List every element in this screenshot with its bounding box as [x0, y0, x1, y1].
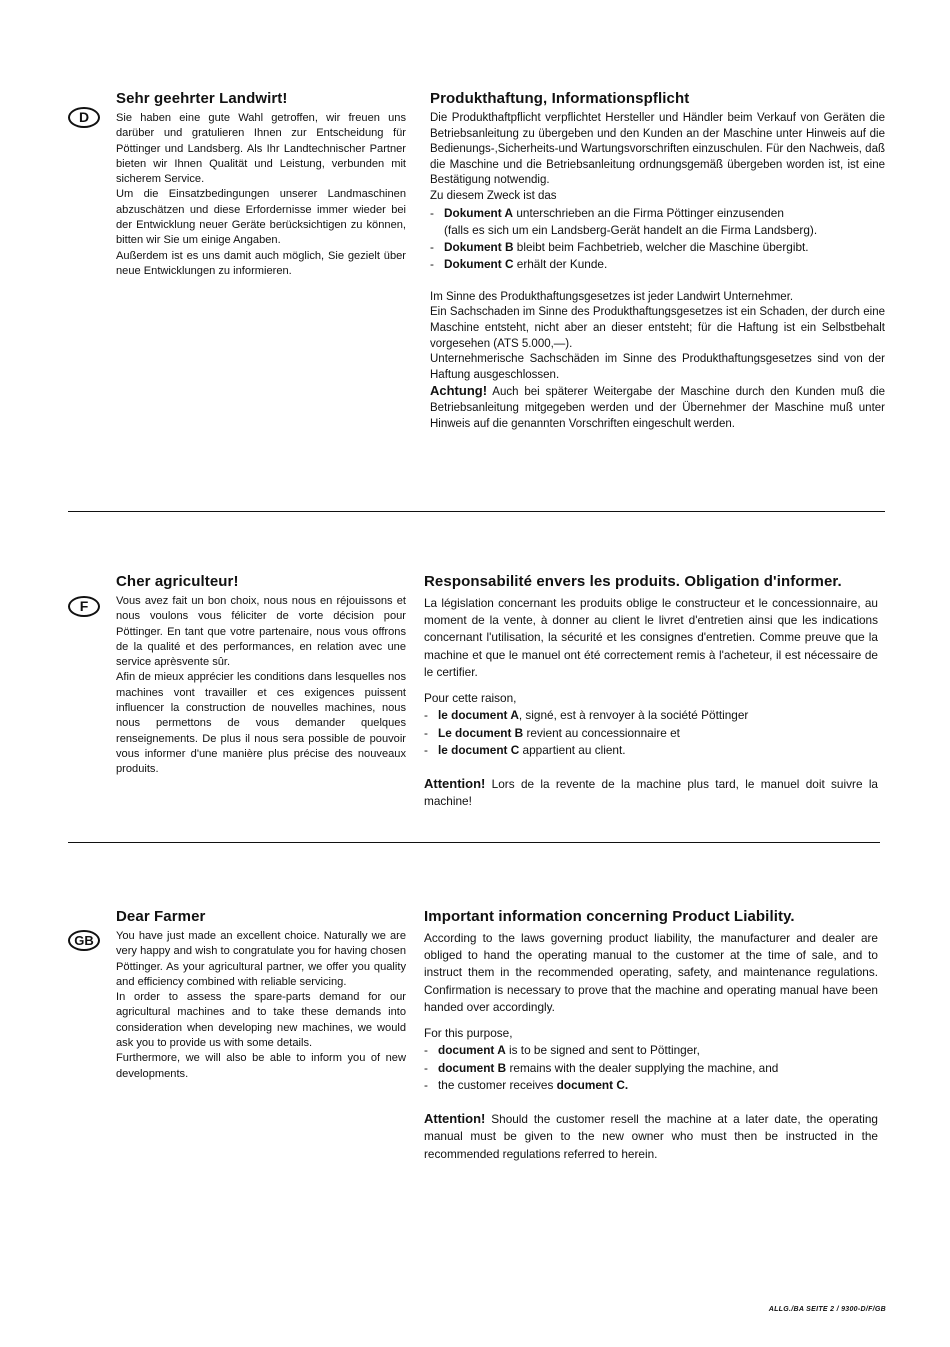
- french-greeting-p1: Vous avez fait un bon choix, nous nous en réjouissons et nous voulons vous féliciter de vorte décision pour Pöttinger. En tant que votre partenaire, nous vous offrons de la qualité et des performances, en relation avec une service aprèsvente sûr.: [116, 595, 406, 669]
- doc-c-text: the customer receives: [438, 1077, 557, 1092]
- doc-c-label: document C.: [556, 1077, 629, 1092]
- warning-text: Lors de la revente de la machine plus tard, le manuel doit suivre la machine!: [424, 777, 878, 809]
- list-item: - le document A, signé, est à renvoyer à la société Pöttinger: [424, 708, 749, 723]
- language-badge-d: D: [68, 107, 100, 128]
- english-liability-p1: According to the laws governing product liability, the manufacturer and dealer are obliged to hand the operating manual to the customer at the time of sale, and to instruct them in the recommended operating, safety, and maintenance regulations. Confirmation is necessary to prove that the machine and operating manual have been handed over accordingly.: [424, 931, 878, 1014]
- english-greeting: [116, 908, 406, 1082]
- german-greeting-p1: Sie haben eine gute Wahl getroffen, wir freuen uns darüber und gratulieren Ihnen zur Entscheidung für Pöttinger und Landsberg. Als Ihr Landtechnischer Partner bieten wir Ihnen Qualität und Leistung, verbunden mit sicherem Service.: [116, 112, 406, 186]
- doc-a-text: , signé, est à renvoyer à la société Pöttinger: [518, 708, 749, 723]
- doc-b-label: Dokument B: [444, 240, 514, 255]
- german-greeting-p2: Um die Einsatzbedingungen unserer Landmaschinen abzuschätzen und diese Erfordernisse immer wieder bei der Entwicklung neuer Geräte berücksichtigen zu können, bitten wir Sie um einige Angaben.: [116, 188, 406, 247]
- english-warning: [424, 1110, 878, 1163]
- language-badge-gb: GB: [68, 930, 100, 951]
- doc-c-label: le document C: [438, 742, 520, 757]
- doc-a-label: Dokument A: [444, 205, 514, 220]
- doc-b-text: remains with the dealer supplying the machine, and: [506, 1060, 779, 1075]
- doc-c-label: Dokument C: [444, 257, 514, 272]
- warning-label: Attention!: [424, 1111, 486, 1127]
- german-warning: [430, 383, 885, 432]
- doc-b-label: document B: [438, 1060, 507, 1075]
- warning-label: Achtung!: [430, 383, 488, 399]
- english-greeting-title: Dear Farmer: [116, 908, 206, 925]
- doc-a-note: (falls es sich um ein Landsberg-Gerät handelt an die Firma Landsberg).: [444, 222, 818, 237]
- warning-text: Should the customer resell the machine at a later date, the operating manual must be given to the new owner who must then be instructed in the recommended regulations referred to herein.: [424, 1112, 878, 1161]
- german-greeting-title: Sehr geehrter Landwirt!: [116, 90, 288, 107]
- doc-a-text: is to be signed and sent to Pöttinger,: [505, 1043, 700, 1058]
- french-liability: [424, 573, 878, 811]
- german-liability-p4: Ein Sachschaden im Sinne des Produkthaftungsgesetzes ist ein Schaden, der durch eine Maschine entsteht, nicht aber an dieser entsteht; für die Haftung ist ein Selbstbehalt vorgesehen (ATS 5.000,—).: [430, 306, 885, 350]
- english-liability: [424, 908, 878, 1163]
- doc-c-text: erhält der Kunde.: [513, 257, 608, 272]
- language-badge-f: F: [68, 596, 100, 617]
- section-divider: [68, 511, 885, 512]
- doc-a-label: document A: [438, 1043, 506, 1058]
- english-liability-title: Important information concerning Product Liability.: [424, 908, 795, 925]
- french-liability-p2: Pour cette raison,: [424, 691, 517, 706]
- doc-a-label: le document A: [438, 708, 519, 723]
- doc-a-text: unterschrieben an die Firma Pöttinger einzusenden: [513, 205, 784, 220]
- german-liability: [430, 90, 885, 432]
- german-liability-p3: Im Sinne des Produkthaftungsgesetzes ist jeder Landwirt Unternehmer.: [430, 290, 794, 303]
- doc-b-label: Le document B: [438, 725, 524, 740]
- french-greeting-title: Cher agriculteur!: [116, 573, 239, 590]
- english-greeting-p3: Furthermore, we will also be able to inform you of new developments.: [116, 1052, 406, 1080]
- list-item: - document B remains with the dealer supplying the machine, and: [424, 1060, 779, 1075]
- list-item: - Dokument B bleibt beim Fachbetrieb, welcher die Maschine übergibt.: [430, 240, 809, 255]
- german-liability-p1: Die Produkthaftpflicht verpflichtet Hersteller und Händler beim Verkauf von Geräten die Betriebsanleitung zu übergeben und den Kunden an der Maschine unter Hinweis auf die Bedienungs-,Sicherheits-und Wartungsvorschriften einzuschulen. Für den Nachweis, daß die Maschine und die Betriebsanleitung ordnungsgemäß übergeben worden ist, ist eine Bestätigung notwendig.: [430, 112, 885, 187]
- english-greeting-p1: You have just made an excellent choice. Naturally we are very happy and wish to congratulate you for having chosen Pöttinger. As your agricultural partner, we offer you quality and efficiency combined with reliable servicing.: [116, 930, 406, 988]
- english-greeting-p2: In order to assess the spare-parts demand for our agricultural machines and to take these demands into consideration when developing new machines, we would ask you to provide us with some details.: [116, 991, 406, 1050]
- list-item: - the customer receives document C.: [424, 1077, 629, 1092]
- section-divider: [68, 842, 880, 843]
- german-greeting-p3: Außerdem ist es uns damit auch möglich, Sie gezielt über neue Entwicklungen zu informieren.: [116, 249, 406, 277]
- german-liability-p5: Unternehmerische Sachschäden im Sinne des Produkthaftungsgesetzes sind von der Haftung ausgeschlossen.: [430, 353, 885, 381]
- page-footer: ALLG./BA SEITE 2 / 9300-D/F/GB: [768, 1306, 886, 1313]
- list-item: - Dokument A unterschrieben an die Firma Pöttinger einzusenden (falls es sich um ein Landsberg-Gerät handelt an die Firma Landsberg).: [430, 205, 885, 240]
- list-item: - Dokument C erhält der Kunde.: [430, 257, 608, 272]
- list-item: - Le document B revient au concessionnaire et: [424, 725, 680, 740]
- english-liability-p2: For this purpose,: [424, 1026, 513, 1041]
- french-greeting-p2: Afin de mieux apprécier les conditions dans lesquelles nos machines vont travailler et ces exigences puissent influencer la construction de nouvelles machines, nous nous permettons de vous demander quelques renseignements. De plus il nous sera possible de pouvoir vous informer d'une manière plus précise des nouveaux produits.: [116, 671, 406, 776]
- doc-b-text: revient au concessionnaire et: [523, 725, 680, 740]
- german-greeting: [116, 90, 406, 279]
- doc-c-text: appartient au client.: [519, 742, 626, 757]
- warning-label: Attention!: [424, 776, 486, 792]
- german-liability-title: Produkthaftung, Informationspflicht: [430, 90, 690, 107]
- french-liability-title: Responsabilité envers les produits. Obligation d'informer.: [424, 573, 842, 590]
- warning-text: Auch bei späterer Weitergabe der Maschine durch den Kunden muß die Betriebsanleitung mitgegeben werden und der Übernehmer der Maschine muß unter Hinweis auf die genannten Vorschriften eingeschult werden.: [430, 386, 885, 430]
- list-item: - le document C appartient au client.: [424, 742, 626, 757]
- french-liability-p1: La législation concernant les produits oblige le constructeur et le concessionnaire, au moment de la vente, à donner au client le livret d'entretien ainsi que les indications concernant l'utilisation, la sécurité et les consignes d'entretien. Comme preuve que la machine et que le manuel ont été correctement remis à l'acheteur, il est nécessaire de le certifier.: [424, 596, 878, 679]
- french-warning: [424, 775, 878, 810]
- french-greeting: [116, 573, 406, 778]
- german-liability-p2: Zu diesem Zweck ist das: [430, 189, 557, 202]
- doc-b-text: bleibt beim Fachbetrieb, welcher die Maschine übergibt.: [513, 240, 809, 255]
- list-item: - document A is to be signed and sent to Pöttinger,: [424, 1043, 700, 1058]
